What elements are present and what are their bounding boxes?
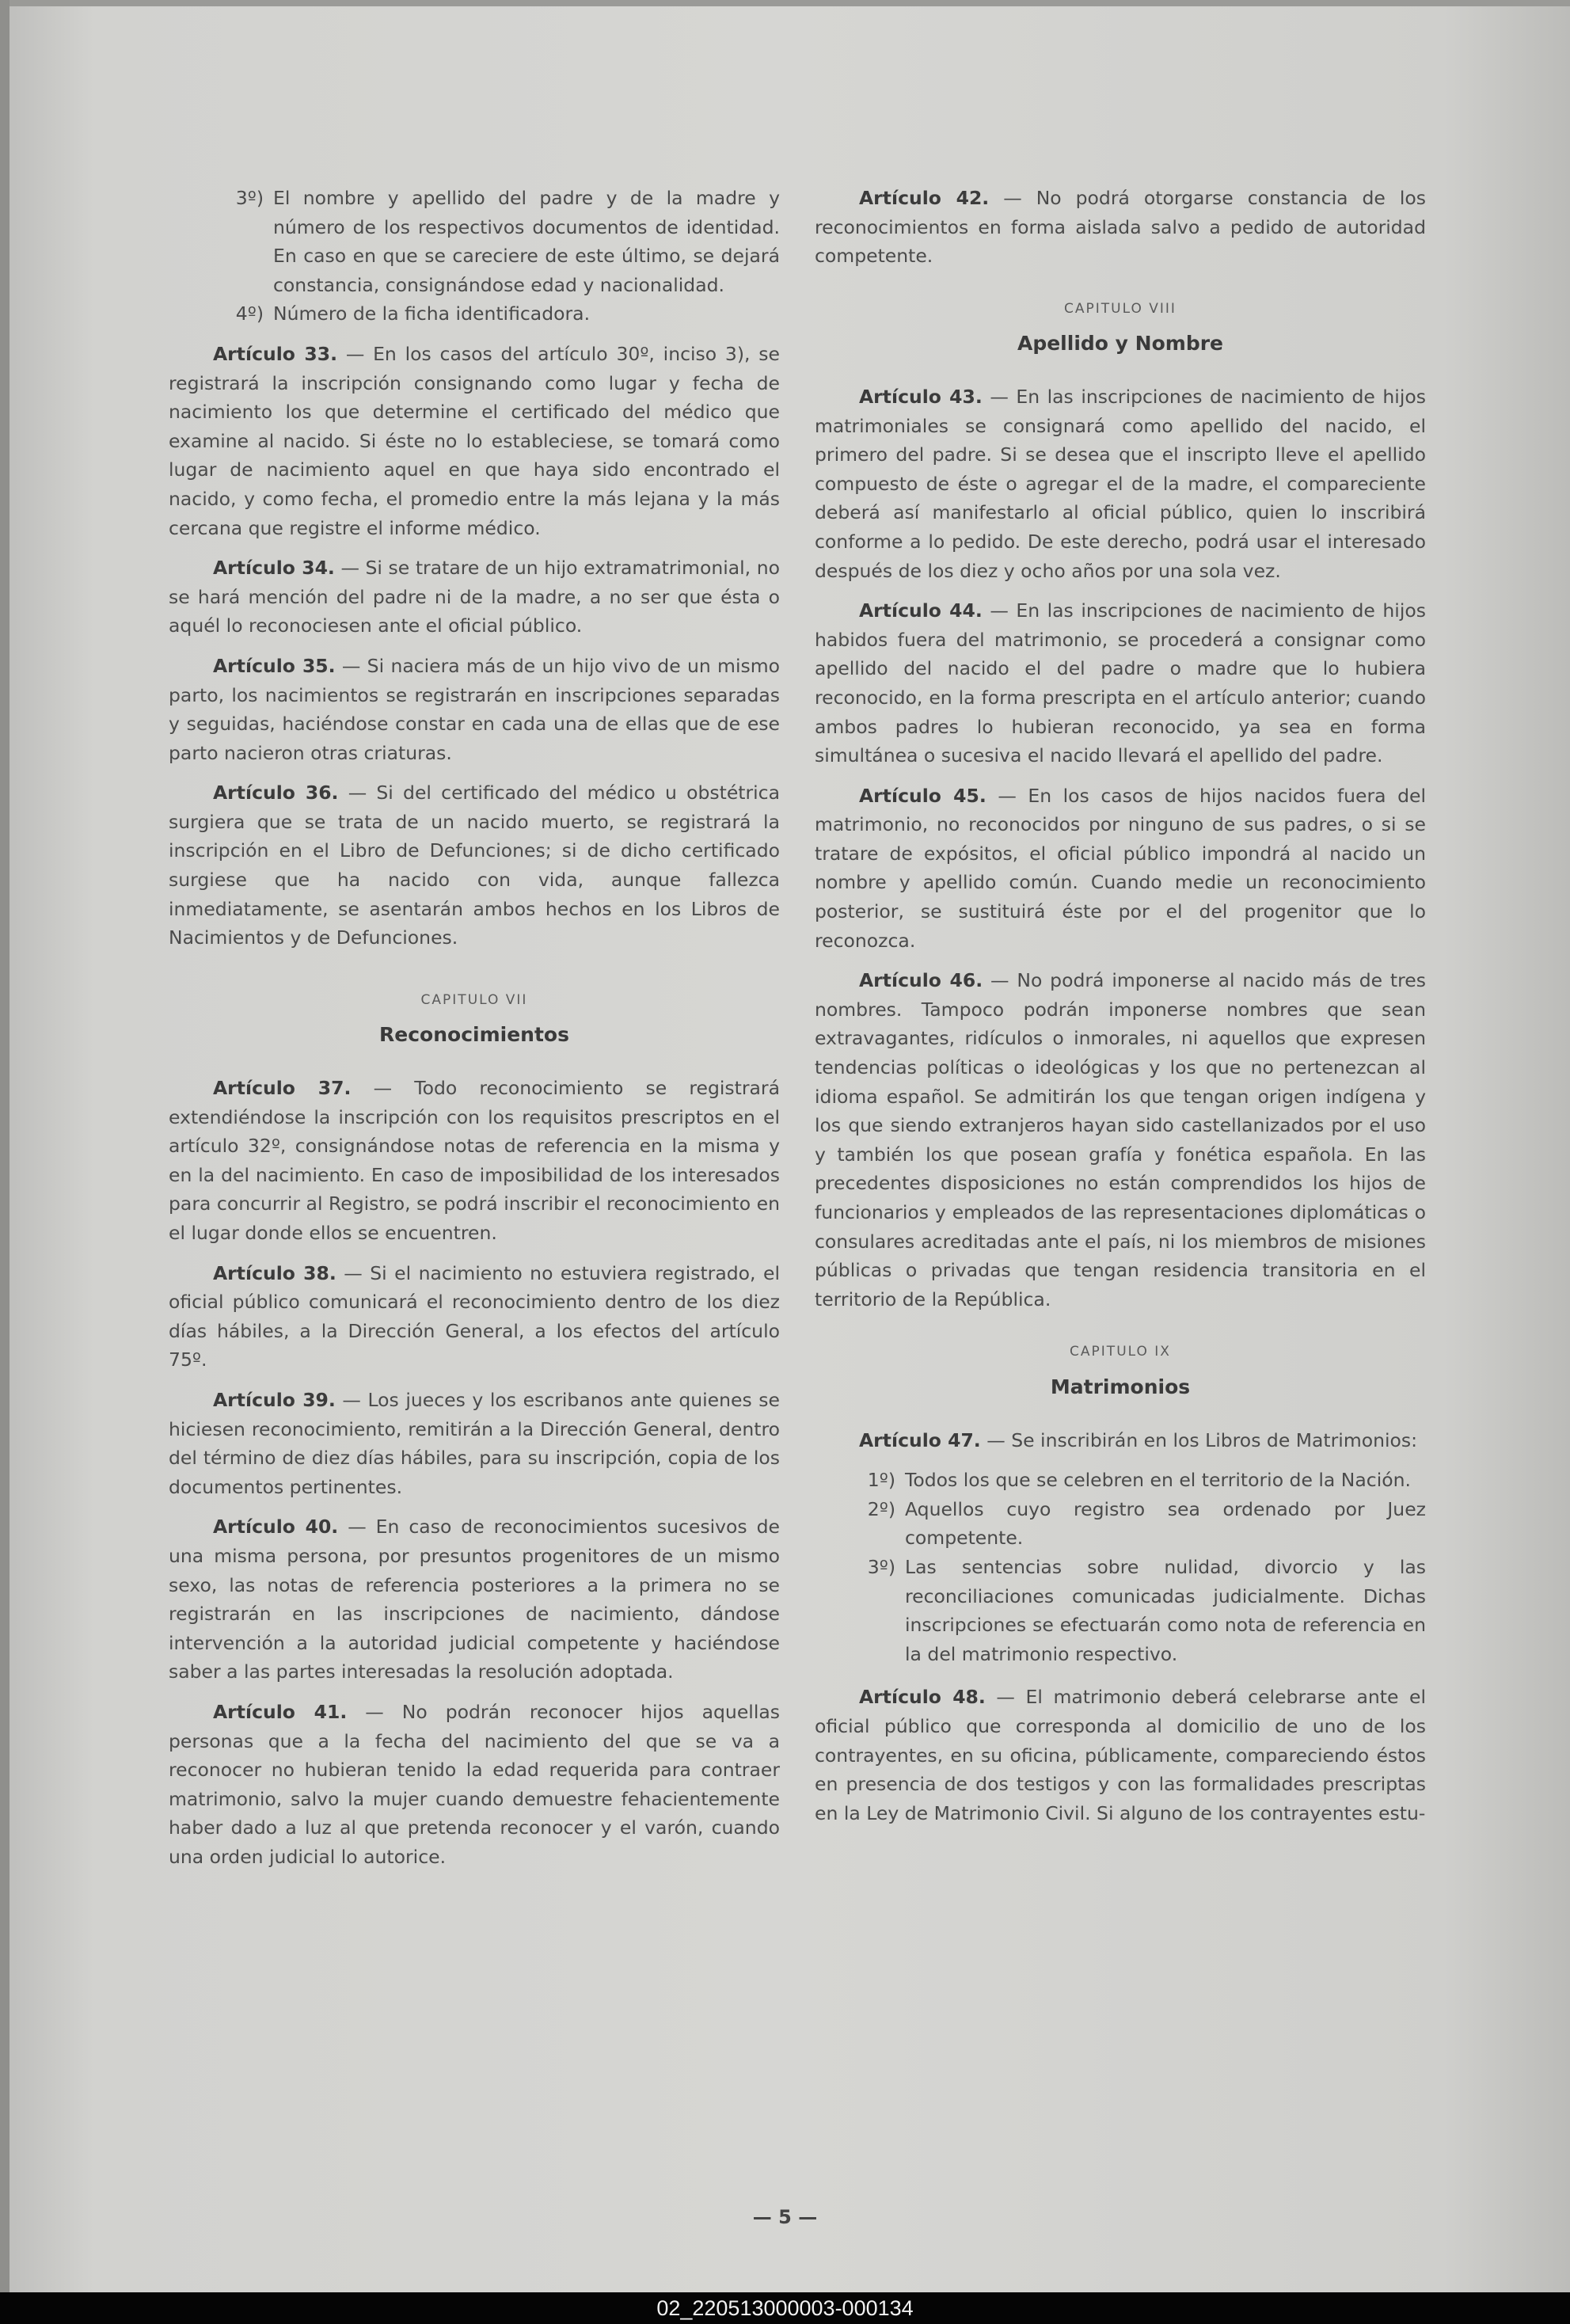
- article-label: Artículo 36.: [213, 782, 339, 804]
- item-text: Aquellos cuyo registro sea ordenado por Juez competente.: [905, 1497, 1426, 1550]
- chapter-title: Matrimonios: [1050, 1375, 1191, 1398]
- chapter-title: Apellido y Nombre: [1017, 332, 1223, 356]
- article-44: [815, 596, 1426, 770]
- article-text: — No podrá imponerse al nacido más de tres nombres. Tampoco podrán imponerse nombres que sean extravagantes, ridículos o inmorales, ni aquellos que expresen tendencias políticas o ideológicas y los que no pertenezcan al idioma español. Se admitirán los que tengan origen indígena y los que siendo extranjeros hayan sido castellanizados por el uso y también los que posean grafía y fonética española. En las precedentes disposiciones no están comprendidos los hijos de funcionarios y empleados de las representaciones diplomáticas o consulares acreditadas ante el país, ni los miembros de misiones públicas o privadas que tengan residencia transitoria en el territorio de la República.: [815, 969, 1426, 1310]
- article-42: [815, 184, 1426, 271]
- article-43: [815, 382, 1426, 585]
- item-number: 4º): [235, 302, 264, 325]
- left-column: [169, 184, 780, 1882]
- article-40: [169, 1512, 780, 1687]
- article-36: [169, 778, 780, 953]
- article-label: Artículo 38.: [213, 1261, 336, 1284]
- item-number: 2º): [867, 1497, 895, 1520]
- article-text: — Si naciera más de un hijo vivo de un mismo parto, los nacimientos se registrarán en inscripciones separadas y seguidas, haciéndose constar en cada una de ellas que de ese parto nacieron otras criaturas.: [169, 654, 780, 764]
- article-text: — Todo reconocimiento se registrará extendiéndose la inscripción con los requisitos prescriptos en el artículo 32º, consignándose notas de referencia en la misma y en la del nacimiento. En caso de imposibilidad de los interesados para concurrir al Registro, se podrá inscribir el reconocimiento en el lugar donde ellos se encuentren.: [169, 1077, 780, 1244]
- article-label: Artículo 40.: [213, 1516, 339, 1539]
- article-45: [815, 782, 1426, 956]
- article-text: — En caso de reconocimientos sucesivos de una misma persona, por presuntos progenitores de un mismo sexo, las notas de referencia posteriores a la primera no se registrarán en las inscripciones de nacimiento, dándose intervención a la autoridad judicial competente y haciéndose saber a las partes interesadas la resolución adoptada.: [169, 1516, 780, 1683]
- page-top-edge: [0, 0, 1570, 6]
- article-label: Artículo 47.: [859, 1428, 981, 1451]
- item-number: 1º): [867, 1469, 895, 1492]
- article-text: — Los jueces y los escribanos ante quienes se hiciesen reconocimiento, remitirán a la Dirección General, dentro del término de diez días hábiles, para su inscripción, copia de los documentos pertinentes.: [169, 1388, 780, 1498]
- article-35: [169, 652, 780, 767]
- item-text: El nombre y apellido del padre y de la madre y número de los respectivos documentos de identidad. En caso en que se careciere de este último, se dejará constancia, consignándose edad y nacionalidad.: [273, 187, 780, 296]
- article-text: — Si se tratare de un hijo extramatrimonial, no se hará mención del padre ni de la madre, a no ser que ésta o aquél lo reconociesen ante el oficial público.: [169, 557, 780, 637]
- article-37: [169, 1074, 780, 1248]
- list-item: [215, 299, 780, 329]
- article-label: Artículo 39.: [213, 1388, 336, 1411]
- right-column: [815, 184, 1426, 1839]
- article-34: [169, 553, 780, 641]
- item-text: Todos los que se celebren en el territorio de la Nación.: [905, 1469, 1411, 1492]
- article-text: — No podrá otorgarse constancia de los reconocimientos en forma aislada salvo a pedido de autoridad competente.: [815, 187, 1426, 268]
- article-46: [815, 966, 1426, 1314]
- article-text: — Se inscribirán en los Libros de Matrimonios:: [980, 1428, 1418, 1451]
- list-item: [846, 1466, 1426, 1495]
- article-label: Artículo 34.: [213, 557, 335, 580]
- chapter-heading: CAPITULO IX: [1070, 1344, 1171, 1360]
- page-number: — 5 —: [752, 2206, 818, 2228]
- article-text: — El matrimonio deberá celebrarse ante el oficial público que corresponda al domicilio de uno de los contrayentes, en su oficina, públicamente, compareciendo éstos en presencia de dos testigos y con las formalidades prescriptas en la Ley de Matrimonio Civil. Si alguno de los contrayentes estu-: [815, 1686, 1426, 1824]
- article-text: — No podrán reconocer hijos aquellas personas que a la fecha del nacimiento del que se va a reconocer no hubieran tenido la edad requerida para contraer matrimonio, salvo la mujer cuando demuestre fehacientemente haber dado a luz al que pretenda reconocer y el varón, cuando una orden judicial lo autorice.: [169, 1700, 780, 1868]
- article-47: [815, 1426, 1426, 1455]
- article-label: Artículo 48.: [859, 1686, 986, 1709]
- article-text: — Si del certificado del médico u obstétrica surgiera que se trata de un nacido muerto, se registrará la inscripción en el Libro de Defunciones; si de dicho certificado surgiese que ha nacido con vida, aunque fallezca inmediatamente, se asentarán ambos hechos en los Libros de Nacimientos y de Defunciones.: [169, 782, 780, 949]
- list-item: [846, 1495, 1426, 1553]
- article-label: Artículo 44.: [859, 599, 983, 622]
- article-label: Artículo 37.: [213, 1077, 352, 1100]
- article-label: Artículo 35.: [213, 654, 336, 677]
- list-item: [846, 1553, 1426, 1668]
- article-text: — En los casos del artículo 30º, inciso 3), se registrará la inscripción consignando como lugar y fecha de nacimiento los que determine el certificado del médico que examine al nacido. Si éste no lo estableciese, se tomará como lugar de nacimiento aquel en que haya sido encontrado el nacido, y como fecha, el promedio entre la más lejana y la más cercana que registre el informe médico.: [169, 342, 780, 539]
- article-label: Artículo 42.: [859, 187, 990, 209]
- article-text: — Si el nacimiento no estuviera registrado, el oficial público comunicará el reconocimiento dentro de los diez días hábiles, a la Dirección General, a los efectos del artículo 75º.: [169, 1261, 780, 1371]
- chapter-heading: CAPITULO VIII: [1064, 300, 1177, 317]
- article-38: [169, 1259, 780, 1375]
- article-label: Artículo 33.: [213, 342, 338, 365]
- article-text: — En las inscripciones de nacimiento de hijos matrimoniales se consignará como apellido del nacido, el primero del padre. Si se desea que el inscripto lleve el apellido compuesto de éste o agregar el de la madre, el compareciente deberá así manifestarlo al oficial público, quien lo inscribirá conforme a lo pedido. De este derecho, podrá usar el interesado después de los diez y ocho años por una sola vez.: [815, 385, 1426, 582]
- article-33: [169, 340, 780, 542]
- item-text: Número de la ficha identificadora.: [273, 302, 591, 325]
- article-39: [169, 1386, 780, 1501]
- chapter-title: Reconocimientos: [379, 1023, 569, 1047]
- list-item: [215, 184, 780, 299]
- article-label: Artículo 46.: [859, 969, 983, 992]
- article-41: [169, 1698, 780, 1872]
- image-caption: 02_220513000003-000134: [0, 2292, 1570, 2324]
- page-left-edge: [0, 0, 10, 2292]
- article-label: Artículo 45.: [859, 784, 986, 807]
- chapter-heading: CAPITULO VII: [420, 991, 528, 1008]
- item-text: Las sentencias sobre nulidad, divorcio y las reconciliaciones comunicadas judicialmente. Dichas inscripciones se efectuarán como nota de referencia en la del matrimonio respectivo.: [905, 1555, 1426, 1665]
- item-number: 3º): [867, 1555, 895, 1578]
- item-number: 3º): [235, 187, 264, 209]
- article-text: — En las inscripciones de nacimiento de hijos habidos fuera del matrimonio, se procederá a consignar como apellido del nacido el del padre o madre que lo hubiera reconocido, en la forma prescripta en el artículo anterior; cuando ambos padres lo hubieran reconocido, ya sea en forma simultánea o sucesiva el nacido llevará el apellido del padre.: [815, 599, 1426, 767]
- article-48: [815, 1683, 1426, 1828]
- article-text: — En los casos de hijos nacidos fuera del matrimonio, no reconocidos por ninguno de sus padres, o si se tratare de expósitos, el oficial público impondrá al nacido un nombre y apellido común. Cuando medie un reconocimiento posterior, se sustituirá éste por el del progenitor que lo reconozca.: [815, 784, 1426, 952]
- article-label: Artículo 43.: [859, 385, 983, 408]
- article-label: Artículo 41.: [213, 1700, 348, 1723]
